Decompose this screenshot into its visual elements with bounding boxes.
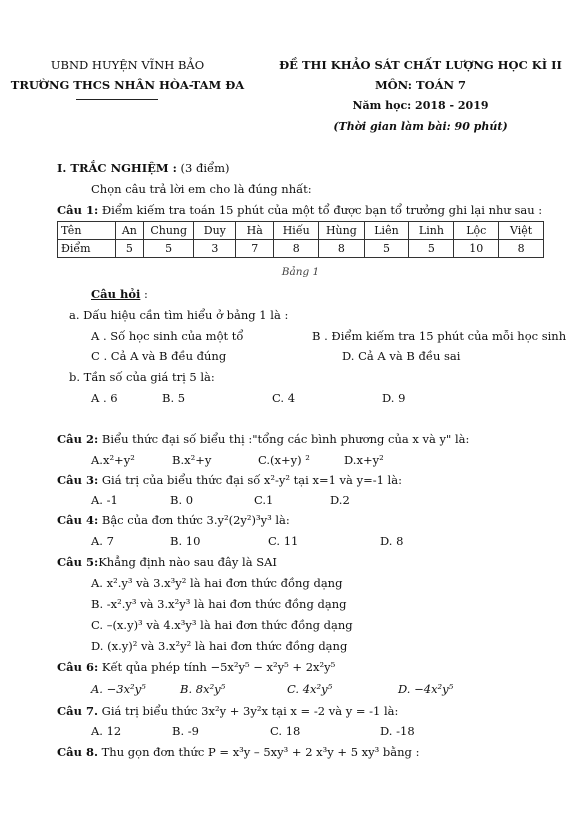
section-points: (3 điểm) (176, 161, 230, 175)
score-table (57, 221, 544, 258)
section-title (57, 161, 230, 175)
question-4 (57, 513, 290, 527)
question-6-option-c: C. 4x²y⁵ (287, 682, 333, 696)
question-3-label: Câu 3: (57, 473, 99, 487)
question-7-option-a: A. 12 (91, 724, 122, 738)
question-1-text: Điểm kiếm tra toán 15 phút của một tổ được bạn tổ trưởng ghi lại như sau : (98, 203, 543, 217)
table-cell: 5 (409, 240, 454, 258)
section-instruction: Chọn câu trả lời em cho là đúng nhất: (91, 182, 312, 196)
exam-duration: (Thời gian làm bài: 90 phút) (333, 120, 508, 133)
question-3-option-a: A. -1 (91, 493, 118, 507)
question-1a-option-a: A . Số học sinh của một tổ (91, 329, 244, 343)
table-cell: 10 (454, 240, 499, 258)
question-1a-option-d: D. Cả A và B đều sai (342, 349, 461, 363)
table-cell: 8 (499, 240, 544, 258)
table-cell: Hiếu (274, 222, 319, 240)
question-1b-option-d: D. 9 (382, 391, 406, 405)
question-7-label: Câu 7. (57, 704, 98, 718)
question-7-text: Giá trị biểu thức 3x²y + 3y²x tại x = -2 và y = -1 là: (97, 704, 399, 718)
table-cell: Linh (409, 222, 454, 240)
subheading (91, 287, 148, 301)
table-cell: Việt (499, 222, 544, 240)
question-4-label: Câu 4: (57, 513, 99, 527)
table-cell: 5 (364, 240, 409, 258)
table-cell: Hà (236, 222, 274, 240)
question-1b-option-c: C. 4 (272, 391, 296, 405)
question-8 (57, 745, 419, 759)
question-3 (57, 473, 402, 487)
question-2-option-d: D.x+y² (344, 453, 384, 467)
table-cell: Chung (144, 222, 194, 240)
question-1a-stem: a. Dấu hiệu cần tìm hiểu ở bảng 1 là : (69, 308, 289, 322)
question-5-text: Khẳng định nào sau đây là SAI (98, 555, 277, 569)
question-2 (57, 432, 469, 446)
table-cell: 8 (319, 240, 364, 258)
table-cell: 8 (274, 240, 319, 258)
header-school: TRƯỜNG THCS NHÂN HÒA-TAM ĐA (10, 78, 245, 92)
table-cell: 3 (194, 240, 236, 258)
question-1a-option-b: B . Điểm kiếm tra 15 phút của mỗi học sinh (312, 329, 567, 343)
question-1-label: Câu 1: (57, 203, 99, 217)
header-org: UBND HUYỆN VĨNH BẢO (50, 58, 205, 72)
question-2-option-c: C.(x+y) ² (258, 453, 310, 467)
question-3-option-d: D.2 (330, 493, 350, 507)
table-cell: 5 (115, 240, 143, 258)
question-6 (57, 660, 335, 674)
question-5-option-a: A. x².y³ và 3.x³y² là hai đơn thức đồng dạng (91, 576, 343, 590)
question-4-option-c: C. 11 (268, 534, 299, 548)
question-4-option-a: A. 7 (91, 534, 114, 548)
exam-title: ĐỀ THI KHẢO SÁT CHẤT LƯỢNG HỌC KÌ II (279, 58, 562, 72)
table-caption: Bảng 1 (281, 266, 320, 278)
table-cell: 5 (144, 240, 194, 258)
question-7 (57, 704, 398, 718)
question-3-option-b: B. 0 (170, 493, 194, 507)
question-5 (57, 555, 277, 569)
question-4-option-b: B. 10 (170, 534, 201, 548)
table-cell: Lộc (454, 222, 499, 240)
question-5-option-b: B. -x².y³ và 3.x²y³ là hai đơn thức đồng dạng (91, 597, 347, 611)
question-4-text: Bậc của đơn thức 3.y²(2y²)³y³ là: (98, 513, 290, 527)
question-1 (57, 203, 542, 217)
question-8-label: Câu 8. (57, 745, 98, 759)
table-cell: 7 (236, 240, 274, 258)
question-2-option-a: A.x²+y² (91, 453, 135, 467)
table-cell: Hùng (319, 222, 364, 240)
table-row (58, 240, 544, 258)
question-3-text: Giá trị của biểu thức đại số x²-y² tại x=1 và y=-1 là: (98, 473, 402, 487)
section-title-text: I. TRẮC NGHIỆM : (57, 161, 177, 175)
question-2-label: Câu 2: (57, 432, 99, 446)
subheading-colon: : (140, 287, 148, 301)
question-6-label: Câu 6: (57, 660, 99, 674)
question-7-option-c: C. 18 (270, 724, 301, 738)
question-1a-option-c: C . Cả A và B đều đúng (91, 349, 227, 363)
question-2-text: Biểu thức đại số biểu thị :"tổng các bình phương của x và y" là: (98, 432, 470, 446)
table-cell: Điểm (58, 240, 116, 258)
question-7-option-b: B. -9 (172, 724, 199, 738)
question-6-option-a: A. −3x²y⁵ (91, 682, 146, 696)
question-2-option-b: B.x²+y (172, 453, 212, 467)
question-5-option-c: C. –(x.y)³ và 4.x³y³ là hai đơn thức đồng dạng (91, 618, 353, 632)
question-8-text: Thu gọn đơn thức P = x³y – 5xy³ + 2 x³y + 5 xy³ bằng : (97, 745, 420, 759)
question-1b-option-b: B. 5 (162, 391, 186, 405)
question-1b-option-a: A . 6 (91, 391, 118, 405)
question-4-option-d: D. 8 (380, 534, 404, 548)
school-year: Năm học: 2018 - 2019 (352, 99, 489, 112)
question-6-text: Kết qủa phép tính −5x²y⁵ − x²y⁵ + 2x²y⁵ (98, 660, 336, 674)
question-5-label: Câu 5: (57, 555, 99, 569)
header-underline (76, 99, 158, 100)
question-7-option-d: D. -18 (380, 724, 415, 738)
question-3-option-c: C.1 (254, 493, 274, 507)
question-6-option-d: D. −4x²y⁵ (398, 682, 454, 696)
subheading-text: Câu hỏi (91, 287, 141, 301)
table-row (58, 222, 544, 240)
question-6-option-b: B. 8x²y⁵ (180, 682, 226, 696)
question-1b-stem: b. Tần số của giá trị 5 là: (69, 370, 215, 384)
exam-subject: MÔN: TOÁN 7 (374, 78, 467, 92)
table-cell: Tên (58, 222, 116, 240)
table-cell: Liên (364, 222, 409, 240)
table-cell: Duy (194, 222, 236, 240)
question-5-option-d: D. (x.y)² và 3.x²y² là hai đơn thức đồng dạng (91, 639, 348, 653)
table-cell: An (115, 222, 143, 240)
